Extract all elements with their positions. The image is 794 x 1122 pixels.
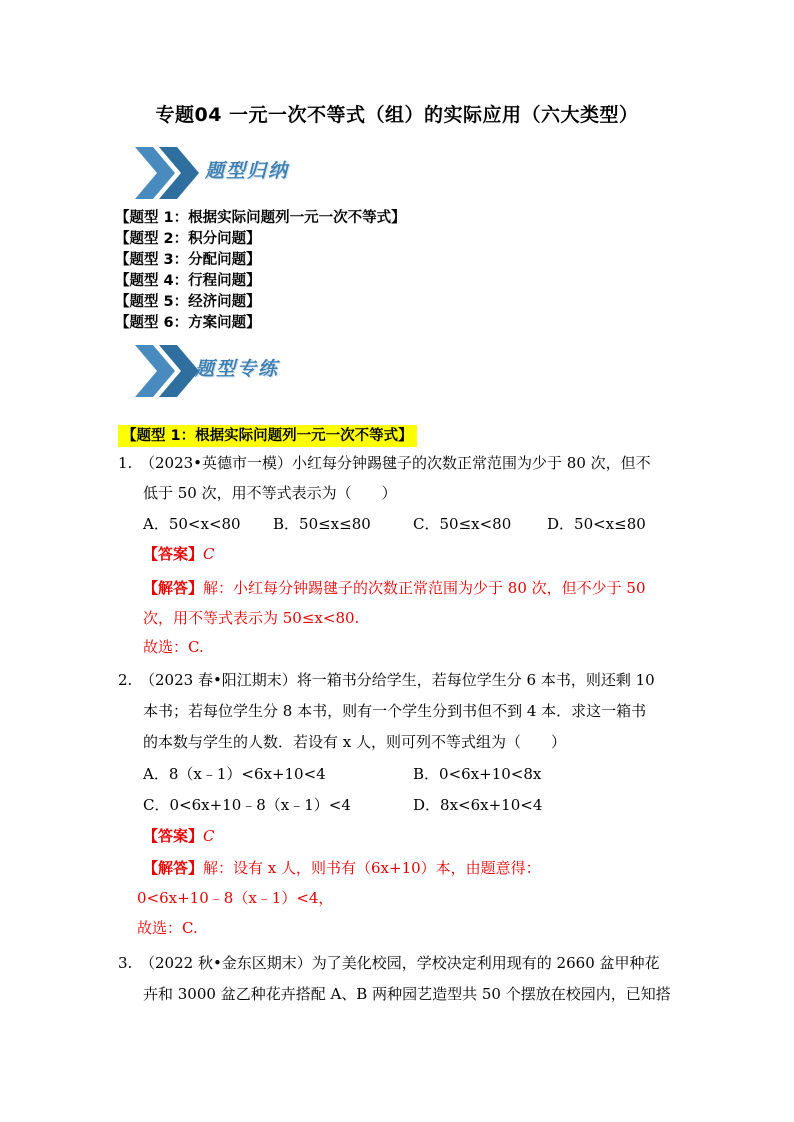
question-text: （2022 秋•金东区期末）为了美化校园，学校决定利用现有的 2660 盆甲种花 (140, 954, 660, 972)
double-chevron-icon (133, 342, 203, 400)
choice-d: D．50<x≤80 (547, 515, 646, 533)
conclusion: 故选：C. (137, 919, 198, 937)
page-title: 专题04 一元一次不等式（组）的实际应用（六大类型） (155, 104, 639, 126)
section-heading: 【题型 1：根据实际问题列一元一次不等式】 (118, 425, 417, 447)
banner-title: 题型归纳 (205, 160, 290, 182)
answer-value: C (203, 827, 215, 845)
topic-item: 【题型 6：方案问题】 (115, 315, 261, 331)
choice-a: A．50<x<80 (143, 515, 241, 533)
solution-line (143, 578, 646, 598)
question-text: 的本数与学生的人数．若设有 x 人，则可列不等式组为（ ） (143, 733, 566, 751)
question-text: 本书；若每位学生分 8 本书，则有一个学生分到书但不到 4 本．求这一箱书 (143, 702, 647, 720)
solution-text: 0<6x+10﹣8（x﹣1）<4， (137, 889, 334, 907)
question-number: 2. (118, 671, 133, 689)
question-text: 卉和 3000 盆乙种花卉搭配 A、B 两种园艺造型共 50 个摆放在校园内，已知搭 (143, 985, 671, 1003)
choice-b: B．50≤x≤80 (273, 515, 371, 533)
solution-line (143, 858, 541, 878)
double-chevron-icon (133, 144, 203, 202)
topic-item: 【题型 2：积分问题】 (115, 231, 261, 247)
solution-text: 解：小红每分钟踢毽子的次数正常范围为少于 80 次，但不少于 50 (203, 579, 646, 597)
solution-text: 解：设有 x 人，则书有（6x+10）本，由题意得： (203, 859, 541, 877)
answer-line (143, 826, 215, 846)
answer-label: 【答案】 (143, 545, 204, 563)
question-text: （2023 春•阳江期末）将一箱书分给学生，若每位学生分 6 本书，则还剩 10 (140, 671, 655, 689)
topic-item: 【题型 4：行程问题】 (115, 273, 261, 289)
banner-title: 题型专练 (195, 358, 280, 380)
section-banner-practice (133, 342, 453, 400)
solution-label: 【解答】 (143, 859, 204, 877)
solution-text: 次，用不等式表示为 50≤x<80. (143, 609, 360, 627)
choice-c: C．0<6x+10﹣8（x﹣1）<4 (143, 796, 351, 814)
question-number: 1. (118, 454, 133, 472)
solution-label: 【解答】 (143, 579, 204, 597)
choice-d: D．8x<6x+10<4 (413, 796, 543, 814)
topic-list (115, 208, 406, 334)
choice-a: A．8（x﹣1）<6x+10<4 (143, 765, 326, 783)
choice-b: B．0<6x+10<8x (413, 765, 542, 783)
choice-c: C．50≤x<80 (413, 515, 512, 533)
conclusion: 故选：C. (143, 638, 204, 656)
topic-item: 【题型 1：根据实际问题列一元一次不等式】 (115, 210, 406, 226)
question-text: （2023•英德市一模）小红每分钟踢毽子的次数正常范围为少于 80 次，但不 (140, 454, 651, 472)
answer-label: 【答案】 (143, 827, 204, 845)
question-text: 低于 50 次，用不等式表示为（ ） (143, 484, 397, 502)
answer-line (143, 544, 215, 564)
topic-item: 【题型 5：经济问题】 (115, 294, 261, 310)
answer-value: C (203, 545, 215, 563)
topic-item: 【题型 3：分配问题】 (115, 252, 261, 268)
section-banner-summary (133, 144, 453, 202)
question-number: 3. (118, 954, 133, 972)
